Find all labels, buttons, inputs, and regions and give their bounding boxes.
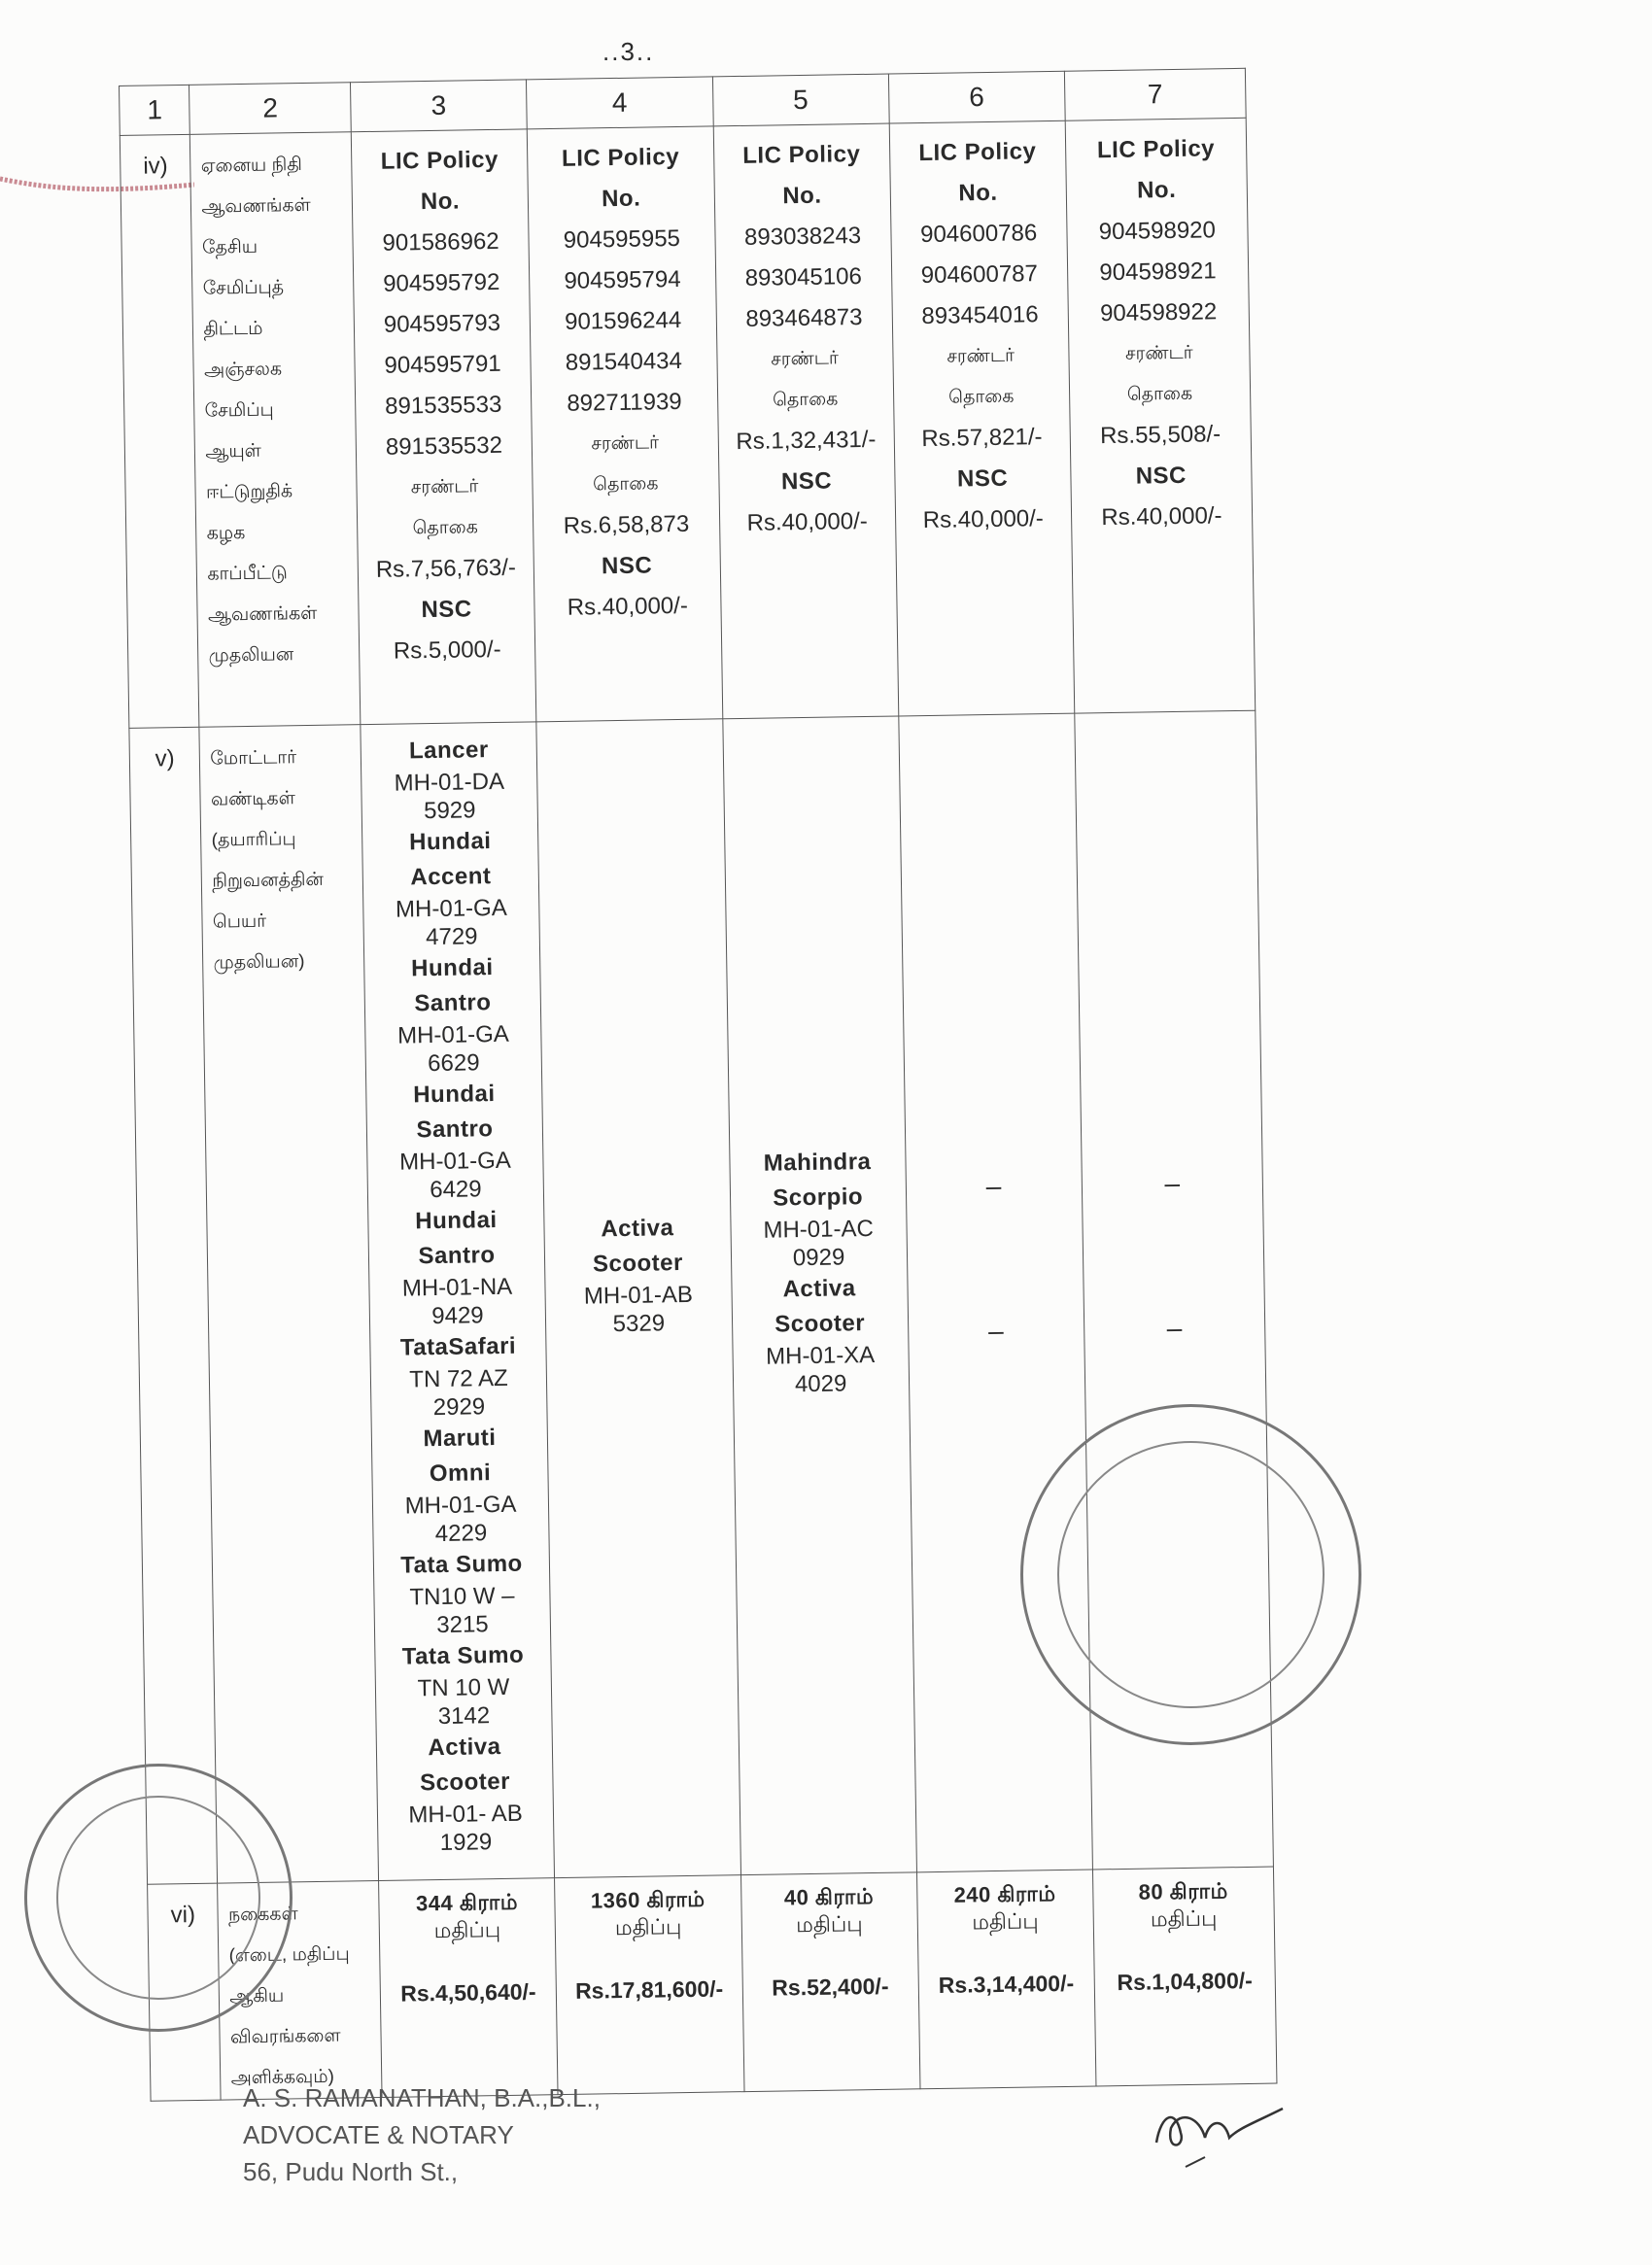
cell-line: சரண்டர் bbox=[1124, 342, 1193, 364]
cell-line: Mahindra bbox=[763, 1148, 872, 1177]
jewel-weight: 1360 கிராம் bbox=[590, 1886, 706, 1913]
advocate-title: ADVOCATE & NOTARY bbox=[243, 2120, 514, 2149]
cell-line: TataSafari bbox=[399, 1332, 517, 1361]
cell-line: Accent bbox=[410, 863, 492, 891]
cell-line: Rs.1,32,431/- bbox=[736, 426, 877, 456]
description-line: நகைகள் bbox=[227, 1904, 298, 1926]
jewel-weight: 80 கிராம் bbox=[1138, 1878, 1228, 1905]
column-header: 5 bbox=[712, 74, 889, 126]
description-line: ஆயுள் bbox=[205, 440, 261, 463]
cell-line: 904600786 bbox=[919, 220, 1038, 249]
description-line: விவரங்களை bbox=[229, 2025, 341, 2048]
cell-line: Activa bbox=[428, 1733, 501, 1762]
cell-line: 893045106 bbox=[744, 263, 863, 292]
column-header: 2 bbox=[189, 83, 351, 135]
cell-line: 0929 bbox=[792, 1244, 845, 1272]
column-header: 6 bbox=[888, 71, 1065, 123]
cell-line: LIC Policy bbox=[918, 138, 1037, 167]
cell-line: 904595792 bbox=[382, 268, 500, 297]
cell-line: Rs.40,000/- bbox=[746, 507, 868, 536]
jewel-cell bbox=[916, 1870, 1096, 2089]
row-financial-documents bbox=[120, 118, 1255, 728]
row-number: vi) bbox=[148, 1883, 222, 2101]
cell-line: 891535533 bbox=[384, 391, 502, 420]
notary-seal-right bbox=[1020, 1404, 1361, 1745]
cell-line: MH-01-GA bbox=[396, 1020, 509, 1049]
cell-line: 3142 bbox=[437, 1702, 491, 1731]
cell-line: 904595794 bbox=[564, 265, 681, 294]
lic-cell bbox=[713, 123, 899, 719]
notary-seal-left bbox=[24, 1764, 293, 2032]
cell-line: Lancer bbox=[408, 737, 489, 765]
cell-line: MH-01-GA bbox=[398, 1147, 512, 1176]
cell-line: NSC bbox=[956, 464, 1009, 493]
jewel-weight: 344 கிராம் bbox=[415, 1889, 519, 1916]
jewel-value-label: மதிப்பு bbox=[972, 1908, 1039, 1935]
cell-line: Maruti bbox=[423, 1424, 497, 1453]
column-header: 3 bbox=[350, 80, 527, 132]
cell-line: Santro bbox=[418, 1242, 496, 1270]
cell-line: Hundai bbox=[410, 954, 494, 982]
cell-line: தொகை bbox=[948, 386, 1015, 408]
cell-line: தொகை bbox=[1126, 383, 1193, 405]
lic-cell bbox=[351, 129, 536, 725]
cell-line: LIC Policy bbox=[561, 143, 680, 172]
cell-line: No. bbox=[782, 182, 822, 210]
jewel-value-label: மதிப்பு bbox=[795, 1911, 863, 1938]
cell-line: Activa bbox=[782, 1275, 856, 1303]
column-header: 1 bbox=[120, 85, 190, 135]
description-line: சேமிப்பு bbox=[204, 399, 274, 422]
advocate-name: A. S. RAMANATHAN, B.A.,B.L., bbox=[243, 2083, 601, 2112]
vehicle-cell bbox=[536, 719, 740, 1878]
signature bbox=[1147, 2089, 1292, 2177]
jewel-weight: 40 கிராம் bbox=[783, 1884, 875, 1910]
cell-line: – bbox=[985, 1170, 1002, 1202]
description-line: ஆவணங்கள் bbox=[207, 602, 318, 626]
cell-line: 5929 bbox=[423, 797, 476, 825]
description-line: ஈட்டுறுதிக் bbox=[205, 481, 293, 503]
description-line: வண்டிகள் bbox=[210, 788, 295, 810]
cell-line: Hundai bbox=[413, 1081, 496, 1109]
jewel-amount: Rs.3,14,400/- bbox=[938, 1970, 1075, 1998]
cell-line: 4729 bbox=[425, 923, 478, 951]
cell-line: Rs.57,821/- bbox=[921, 424, 1043, 453]
cell-line: Omni bbox=[429, 1459, 492, 1488]
lic-cell bbox=[527, 126, 722, 722]
row-description bbox=[199, 725, 378, 1883]
cell-line: – bbox=[1164, 1167, 1181, 1199]
cell-line: சரண்டர் bbox=[410, 476, 479, 498]
description-line: அஞ்சலக bbox=[203, 359, 283, 381]
cell-line: 893038243 bbox=[743, 223, 862, 251]
cell-line: Rs.6,58,873 bbox=[563, 510, 690, 539]
lic-cell bbox=[889, 120, 1075, 716]
jewel-value-label: மதிப்பு bbox=[1150, 1905, 1218, 1932]
description-line: (எடை, மதிப்பு bbox=[228, 1943, 350, 1967]
cell-line: 6629 bbox=[427, 1049, 480, 1078]
cell-line: 904598920 bbox=[1098, 217, 1217, 246]
page-number: ..3.. bbox=[602, 37, 655, 66]
jewel-value-label: மதிப்பு bbox=[433, 1917, 501, 1943]
row-number: iv) bbox=[120, 134, 199, 728]
lic-cell bbox=[1065, 118, 1256, 713]
cell-line: 901596244 bbox=[564, 306, 682, 335]
cell-line: Rs.40,000/- bbox=[567, 592, 689, 621]
cell-line: Rs.55,508/- bbox=[1099, 421, 1222, 450]
jewel-amount: Rs.4,50,640/- bbox=[400, 1978, 536, 2007]
cell-line: 904598921 bbox=[1099, 257, 1217, 287]
vehicle-cell bbox=[898, 713, 1092, 1872]
cell-line: MH-01-GA bbox=[395, 894, 507, 923]
cell-line: சரண்டர் bbox=[946, 345, 1015, 367]
cell-line: 6429 bbox=[430, 1176, 482, 1204]
cell-line: 5329 bbox=[612, 1310, 666, 1338]
cell-line: – bbox=[1166, 1312, 1183, 1344]
cell-line: 904600787 bbox=[920, 260, 1039, 290]
cell-line: – bbox=[987, 1315, 1004, 1347]
cell-line: 9429 bbox=[431, 1302, 484, 1330]
cell-line: 893454016 bbox=[921, 301, 1039, 330]
cell-line: 4029 bbox=[794, 1370, 847, 1398]
cell-line: 4229 bbox=[434, 1520, 488, 1548]
description-line: நிறுவனத்தின் bbox=[212, 869, 325, 892]
advocate-footer bbox=[243, 2079, 601, 2190]
cell-line: MH-01-XA bbox=[765, 1341, 876, 1370]
cell-line: 891535532 bbox=[385, 431, 503, 461]
jewel-amount: Rs.52,400/- bbox=[772, 1973, 889, 2001]
description-line: ஏனைய நிதி bbox=[200, 154, 302, 177]
description-line: அளிக்கவும்) bbox=[230, 2066, 335, 2089]
cell-line: Scorpio bbox=[773, 1184, 864, 1212]
jewel-amount: Rs.1,04,800/- bbox=[1117, 1967, 1254, 1996]
description-line: கழக bbox=[206, 523, 246, 544]
cell-line: Tata Sumo bbox=[400, 1550, 523, 1579]
cell-line: Santro bbox=[416, 1115, 494, 1144]
assets-table bbox=[119, 68, 1277, 2102]
advocate-address: 56, Pudu North St., bbox=[243, 2157, 459, 2186]
cell-line: 2929 bbox=[432, 1393, 486, 1422]
description-line: (தயாரிப்பு bbox=[211, 829, 296, 851]
cell-line: No. bbox=[601, 185, 641, 213]
cell-line: LIC Policy bbox=[1096, 135, 1216, 164]
cell-line: NSC bbox=[601, 552, 653, 580]
cell-line: No. bbox=[958, 179, 998, 207]
cell-line: Scooter bbox=[419, 1767, 511, 1797]
cell-line: Activa bbox=[601, 1215, 674, 1243]
cell-line: Santro bbox=[414, 989, 492, 1017]
cell-line: MH-01-DA bbox=[394, 768, 505, 797]
description-line: முதலியன bbox=[208, 644, 294, 667]
cell-line: தொகை bbox=[412, 517, 479, 539]
cell-line: TN10 W – bbox=[409, 1582, 515, 1611]
cell-line: Scooter bbox=[774, 1310, 866, 1338]
jewel-cell bbox=[1092, 1867, 1277, 2086]
cell-line: NSC bbox=[780, 467, 833, 496]
cell-line: No. bbox=[1136, 176, 1177, 204]
cell-line: Tata Sumo bbox=[401, 1641, 525, 1670]
description-line: சேமிப்புத் bbox=[202, 277, 285, 299]
jewel-cell bbox=[555, 1875, 744, 2095]
description-line: பெயர் bbox=[212, 910, 267, 933]
cell-line: MH-01- AB bbox=[408, 1800, 523, 1829]
cell-line: NSC bbox=[421, 596, 472, 624]
cell-line: 892711939 bbox=[567, 388, 682, 417]
jewel-cell bbox=[379, 1878, 559, 2098]
cell-line: 901586962 bbox=[382, 227, 499, 257]
jewel-weight: 240 கிராம் bbox=[953, 1881, 1056, 1907]
cell-line: TN 72 AZ bbox=[409, 1364, 508, 1393]
row-jewellery bbox=[148, 1867, 1277, 2101]
cell-line: NSC bbox=[1135, 462, 1187, 490]
column-header: 4 bbox=[527, 77, 713, 129]
cell-line: 893464873 bbox=[745, 304, 863, 332]
cell-line: 891540434 bbox=[565, 347, 683, 376]
cell-line: MH-01-AC bbox=[763, 1215, 875, 1244]
jewel-value-label: மதிப்பு bbox=[614, 1914, 682, 1940]
cell-line: Hundai bbox=[415, 1207, 498, 1235]
jewel-cell bbox=[740, 1872, 920, 2092]
cell-line: தொகை bbox=[772, 389, 839, 411]
cell-line: தொகை bbox=[593, 473, 659, 496]
description-line: மோட்டார் bbox=[210, 747, 297, 770]
cell-line: MH-01-GA bbox=[404, 1491, 517, 1520]
cell-line: Hundai bbox=[408, 828, 492, 856]
cell-line: Rs.5,000/- bbox=[393, 635, 501, 665]
cell-line: Rs.40,000/- bbox=[922, 505, 1045, 534]
cell-line: LIC Policy bbox=[380, 146, 499, 175]
jewel-amount: Rs.17,81,600/- bbox=[574, 1975, 724, 2004]
cell-line: 904595791 bbox=[384, 350, 501, 379]
description-line: தேசிய bbox=[201, 236, 258, 258]
vehicle-cell bbox=[361, 722, 555, 1881]
cell-line: LIC Policy bbox=[742, 141, 861, 169]
cell-line: MH-01-AB bbox=[583, 1281, 694, 1310]
cell-line: 904595793 bbox=[383, 309, 501, 338]
cell-line: 1929 bbox=[439, 1829, 493, 1857]
description-line: காப்பீட்டு bbox=[207, 563, 288, 585]
column-header: 7 bbox=[1064, 68, 1246, 120]
cell-line: Rs.40,000/- bbox=[1101, 502, 1222, 532]
row-number: v) bbox=[129, 727, 218, 1884]
cell-line: TN 10 W bbox=[417, 1673, 510, 1702]
description-line: ஆவணங்கள் bbox=[201, 194, 311, 218]
cell-line: சரண்டர் bbox=[771, 348, 840, 370]
cell-line: சரண்டர் bbox=[591, 432, 660, 455]
cell-line: Rs.7,56,763/- bbox=[375, 554, 517, 583]
cell-line: 904595955 bbox=[563, 224, 681, 254]
description-line: முதலியன) bbox=[213, 951, 305, 974]
description-line: ஆகிய bbox=[229, 1985, 285, 2008]
cell-line: No. bbox=[420, 188, 461, 216]
cell-line: 3215 bbox=[436, 1611, 489, 1639]
row-description bbox=[190, 132, 361, 728]
cell-line: 904598922 bbox=[1099, 298, 1218, 327]
vehicle-cell bbox=[722, 716, 916, 1875]
cell-line: MH-01-NA bbox=[401, 1273, 513, 1302]
cell-line: Scooter bbox=[592, 1250, 684, 1278]
description-line: திட்டம் bbox=[203, 318, 263, 340]
